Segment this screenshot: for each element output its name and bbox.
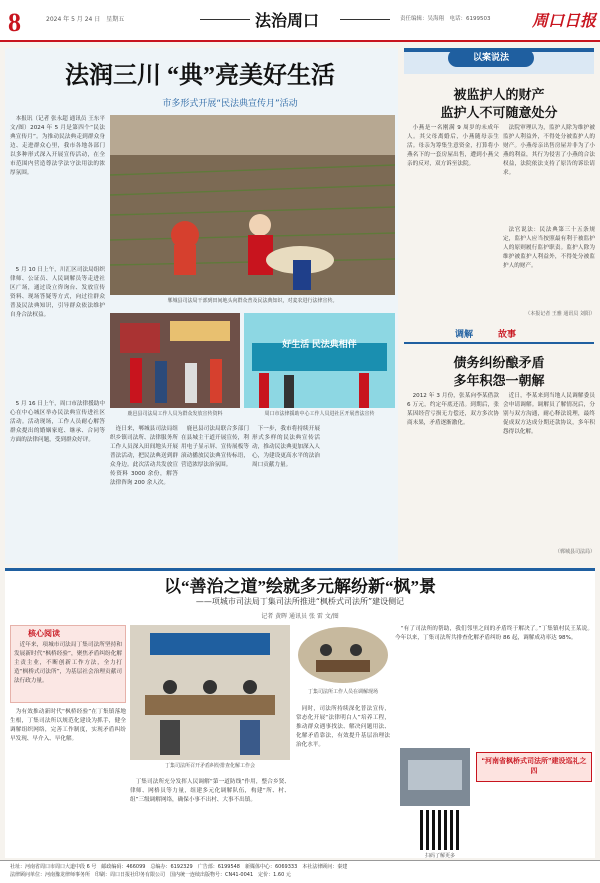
sidebar-body2: 法院审理认为，监护人除为维护被监护人利益外，不得处分被监护人的财产。小燕母亲出售房屋并非为了小燕的利益，其行为侵害了小燕的合法权益，法院依法支持了原告的诉讼请求。 — [503, 125, 595, 176]
mediation-photo-caption: 丁集司法所工作人员在调解现场 — [307, 689, 378, 695]
feature-byline: 记者 黄晖 通讯员 张 雷 文/图 — [261, 613, 339, 620]
lead-article-col6: 下一步，我市将持续开展形式多样的民法典宣传活动，推动民法典更加深入人心，为建设更高水平的法治周口贡献力量。 — [252, 426, 320, 468]
mediation-tag: 调解 — [455, 329, 474, 339]
sidebar-title-line1: 被监护人的财产 — [453, 88, 545, 103]
footer-line1: 社址：河南省周口市周口大道中段 6 号 邮政编码：466099 总编办：6192329 广告部：6199548 新媒体中心：6069333 本社法律顾问：秦建 — [10, 864, 348, 870]
lead-article-title: 法润三川 “典”亮美好生活 — [65, 63, 335, 89]
lead-article-subtitle: 市多形式开展“民法典宣传月”活动 — [162, 99, 298, 109]
mediation-photo — [296, 625, 390, 685]
sidebar-author: （本报记者 王雅 通讯员 刘阳） — [525, 311, 595, 317]
meeting-photo-caption: 丁集司法所召开矛盾纠纷排查化解工作会 — [164, 763, 255, 769]
feature-body4: “有了司法所的帮助，我们邻里之间的矛盾终于解决了。”丁集镇村民王某说。今年以来，丁集司法所共排查化解矛盾纠纷 86 起，调解成功率达 98%。 — [395, 626, 593, 641]
footer-line2: 法律顾问单位：河南豫龙律师事务所 印刷：周口日报社印务有限公司 国内统一连续出版物号：CN41-0041 定价：1.60 元 — [10, 872, 291, 878]
section-rule-left — [200, 19, 250, 20]
banner-text: 好生活 民法典相伴 — [282, 339, 357, 349]
banner-photo — [244, 313, 395, 408]
lead-article-col4: 连日来，郸城县司法局组织乡镇司法所、法律服务所工作人员深入田间地头开展普法活动，把民法典送到群众身边。此次活动共发放宣传资料 3000 余份，解答法律咨询 200 余人次。 — [110, 426, 178, 486]
series-stamp: “河南省枫桥式司法所”建设巡礼之四 — [476, 752, 592, 782]
editor-info: 责任编辑：吴海翔 电话：6199503 — [400, 16, 491, 22]
section-rule-right — [340, 19, 390, 20]
lead-article-col1: 本报讯（记者 张永超 通讯员 王东平 文/图）2024 年 5 月是第四个“民法典宣传月”。为推动民法典走到群众身边、走进群众心里，我市各地各部门以多种形式深入开展宣传活动，在全市范围内营造尊法学法守法用法的浓厚氛围。 — [10, 116, 105, 176]
core-reading-title: 核心阅读 — [28, 629, 60, 638]
feature-article-subtitle: ——项城市司法局丁集司法所推进“枫桥式司法所”建设侧记 — [195, 597, 405, 606]
feature-body3: 同时，司法所持续深化普法宣传，常态化开展“法律明白人”培养工程，推动群众遇事找法、解决问题用法、化解矛盾靠法，有效提升基层治理法治化水平。 — [296, 706, 390, 748]
lead-article-col5: 鹿邑县司法局联合多部门在县城主干道开展宣传，利用电子显示屏、宣传展板等滚动播放民法典宣传标语，营造浓厚法治氛围。 — [181, 426, 249, 468]
feature-body2: 丁集司法所充分发挥人民调解“第一道防线”作用，整合乡贤、律师、网格员等力量，组建多元化调解队伍，构建“所、村、组”三级调解网络，确保小事不出村、大事不出镇。 — [130, 779, 290, 803]
lead-article-col3: 5 月 16 日上午，周口市法律援助中心在中心城区举办民法典宣传进社区活动。活动现场，工作人员耐心解答群众提出的婚姻家庭、继承、合同等方面的法律问题，受到群众好评。 — [10, 401, 105, 443]
qr-caption: 扫码了解更多 — [424, 853, 455, 859]
story-body2: 近日，李某来到当地人民调解委员会申请调解。调解员了解情况后，分别与双方沟通，耐心释法说理，最终促成双方达成分期还款协议，多年积怨得以化解。 — [503, 393, 595, 435]
court-photo — [400, 748, 470, 806]
core-reading-text: 近年来，项城市司法局丁集司法所坚持和发展新时代“枫桥经验”，聚焦矛盾纠纷化解主责主业，不断创新工作方法，全力打造“枫桥式司法所”，为基层社会治理贡献司法行政力量。 — [14, 642, 122, 684]
sidebar-title-line2: 监护人不可随意处分 — [440, 106, 558, 121]
section-title: 法治周口 — [255, 11, 320, 30]
lead-article-col2: 5 月 10 日上午，川汇区司法局组织律师、公证员、人民调解员等走进社区广场，通过设立咨询台、发放宣传资料、现场答疑等方式，向过往群众普及民法典知识，引导群众依法维护自身合法权益。 — [10, 267, 105, 318]
farm-photo — [110, 115, 395, 295]
story-author: （郸城县司法局） — [554, 549, 595, 555]
newspaper-logo: 周口日报 — [532, 13, 597, 30]
story-tag: 故事 — [498, 329, 517, 339]
qr-code[interactable] — [420, 810, 460, 850]
page-footer — [0, 860, 600, 883]
sidebar-body1: 小燕是一名刚满 9 周岁的未成年人。其父母离婚后，小燕随母亲生活。母亲为筹集生意资金，打算将小燕名下的一套房屋出售，遭到小燕父亲的反对，双方诉至法院。 — [407, 125, 499, 167]
sidebar-body3: 法官说法：民法典第三十五条规定，监护人应当按照最有利于被监护人的原则履行监护职责。监护人除为维护被监护人利益外，不得处分被监护人的财产。 — [503, 227, 595, 269]
feature-body1: 为有效推动新时代“枫桥经验”在丁集镇落地生根，丁集司法所以规范化建设为抓手，健全调解组织网络，完善工作制度，实现矛盾纠纷早发现、早介入、早化解。 — [10, 709, 126, 742]
page-number: 8 — [8, 8, 21, 37]
issue-date: 2024 年 5 月 24 日 星期五 — [46, 16, 125, 23]
banner-photo-caption: 周口市法律援助中心工作人员进社区开展普法宣传 — [264, 411, 375, 417]
meeting-photo — [130, 625, 290, 760]
story-body1: 2012 年 3 月份，张某向李某借款 6 万元，约定年底还清。到期后，张某因经营亏损无力偿还，双方多次协商未果，矛盾逐渐激化。 — [407, 393, 499, 426]
farm-photo-caption: 郸城县司法局干部到田间地头向群众普及民法典知识，对麦农进行法律宣传。 — [167, 298, 338, 304]
street-photo — [110, 313, 240, 408]
street-photo-caption: 鹿邑县司法局工作人员为群众发放宣传资料 — [127, 411, 223, 417]
feature-article-title: 以“善治之道”绘就多元解纷新“枫”景 — [164, 577, 436, 596]
sidebar-tag: 以案说法 — [448, 49, 534, 67]
story-title-line2: 多年积怨一朝解 — [453, 374, 545, 389]
story-title-line1: 债务纠纷酿矛盾 — [453, 356, 545, 371]
